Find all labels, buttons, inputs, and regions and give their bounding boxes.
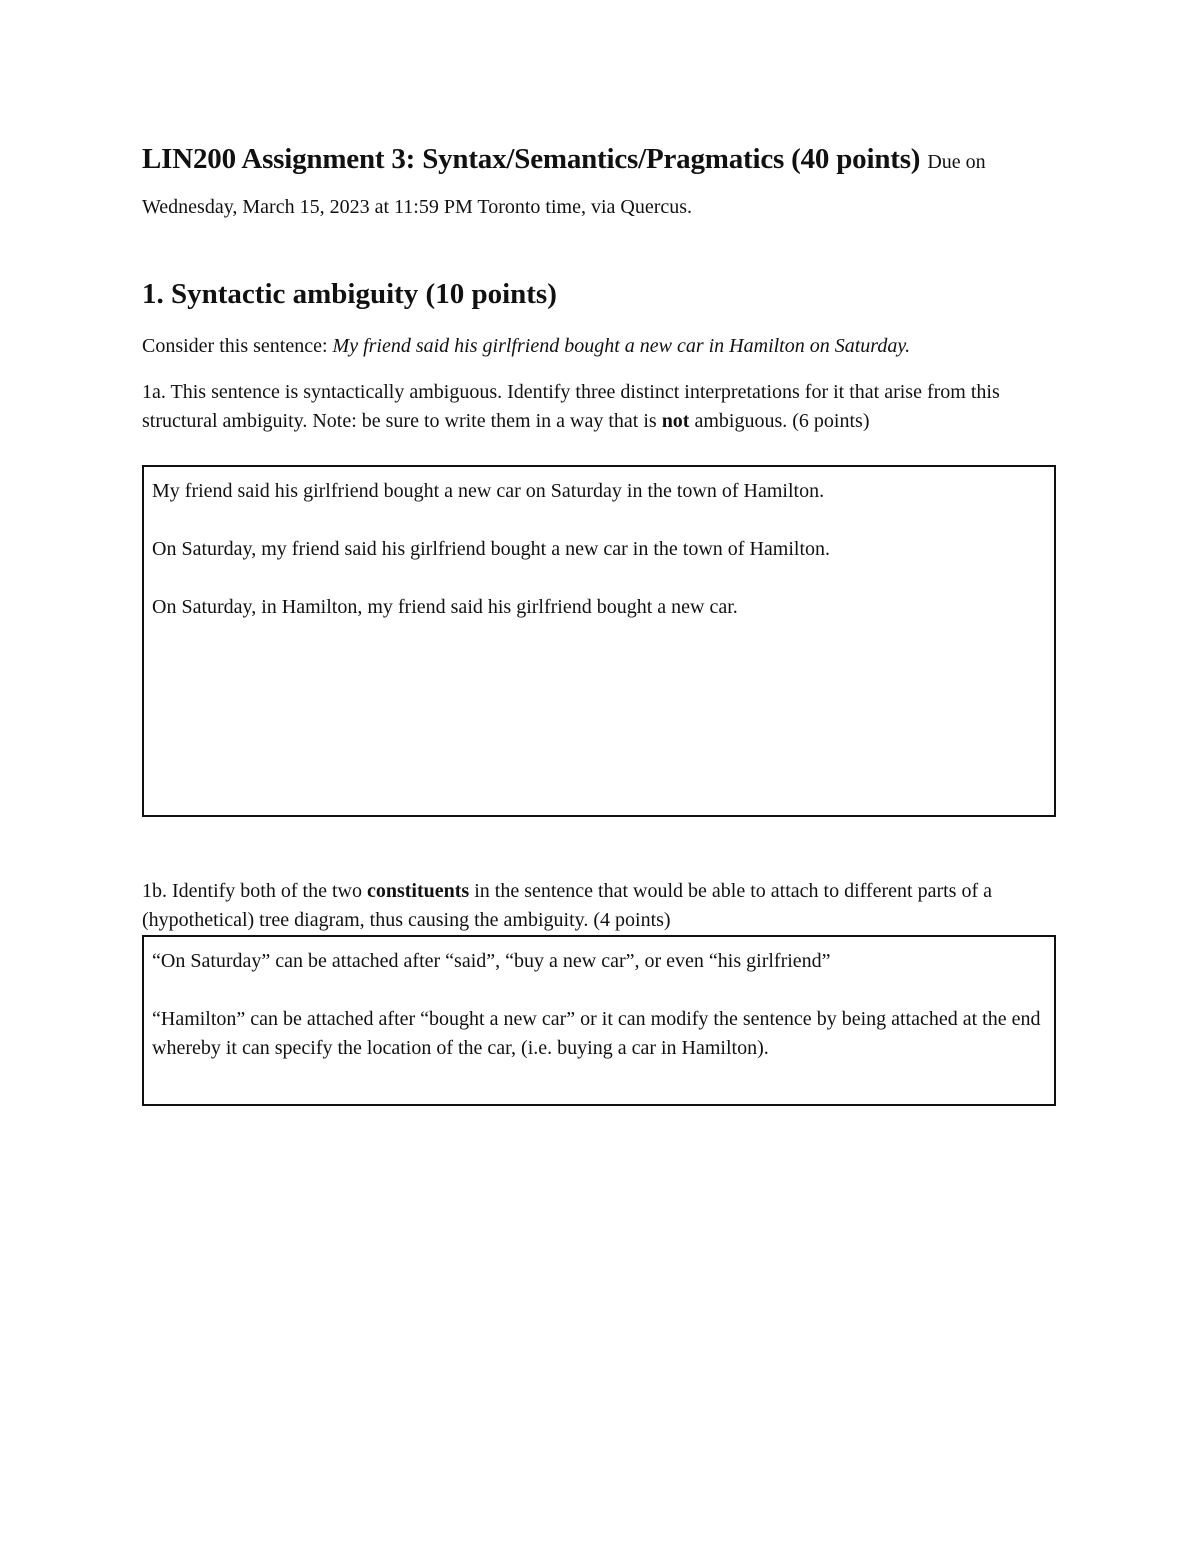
consider-label: Consider this sentence: bbox=[142, 335, 328, 357]
answer-box-1b[interactable] bbox=[142, 935, 1056, 1106]
assignment-title bbox=[142, 138, 1060, 228]
section-heading: 1. Syntactic ambiguity (10 points) bbox=[142, 278, 557, 310]
example-sentence: My friend said his girlfriend bought a new car in Hamilton on Saturday. bbox=[332, 335, 911, 357]
question-1b-prompt bbox=[142, 877, 1060, 935]
title-text: LIN200 Assignment 3: Syntax/Semantics/Pragmatics (40 points) bbox=[142, 143, 921, 175]
question-1a-emphasis: not bbox=[661, 410, 690, 432]
question-1a-text: 1a. This sentence is syntactically ambiguous. Identify three distinct interpretations for it that arise from this structural ambiguity. Note: be sure to write them in a way that is bbox=[142, 381, 1000, 432]
answer-1b-line-2: “Hamilton” can be attached after “bought a new car” or it can modify the sentence by being attached at the end whereby it can specify the location of the car, (i.e. buying a car in Hamilton). bbox=[152, 1008, 1041, 1059]
sentence-prompt bbox=[142, 332, 910, 361]
answer-box-1a[interactable] bbox=[142, 465, 1056, 817]
question-1b-emphasis: constituents bbox=[366, 880, 470, 902]
question-1a-text-end: ambiguous. (6 points) bbox=[694, 410, 870, 432]
document-page bbox=[142, 138, 1060, 1059]
answer-1b-line-1: “On Saturday” can be attached after “said”, “buy a new car”, or even “his girlfriend” bbox=[152, 950, 831, 972]
due-date-text: Due on Wednesday, March 15, 2023 at 11:59 PM Toronto time, via Quercus. bbox=[142, 151, 986, 218]
answer-1a-line-2: On Saturday, my friend said his girlfriend bought a new car in the town of Hamilton. bbox=[152, 538, 830, 560]
question-1a-prompt bbox=[142, 378, 1042, 436]
question-1b-text: 1b. Identify both of the two bbox=[142, 880, 362, 902]
question-1b-text-end: in the sentence that would be able to attach to different parts of a (hypothetical) tree diagram, thus causing the ambiguity. (4 points) bbox=[142, 880, 992, 931]
answer-1a-line-3: On Saturday, in Hamilton, my friend said his girlfriend bought a new car. bbox=[152, 596, 738, 618]
answer-1a-line-1: My friend said his girlfriend bought a new car on Saturday in the town of Hamilton. bbox=[152, 480, 825, 502]
